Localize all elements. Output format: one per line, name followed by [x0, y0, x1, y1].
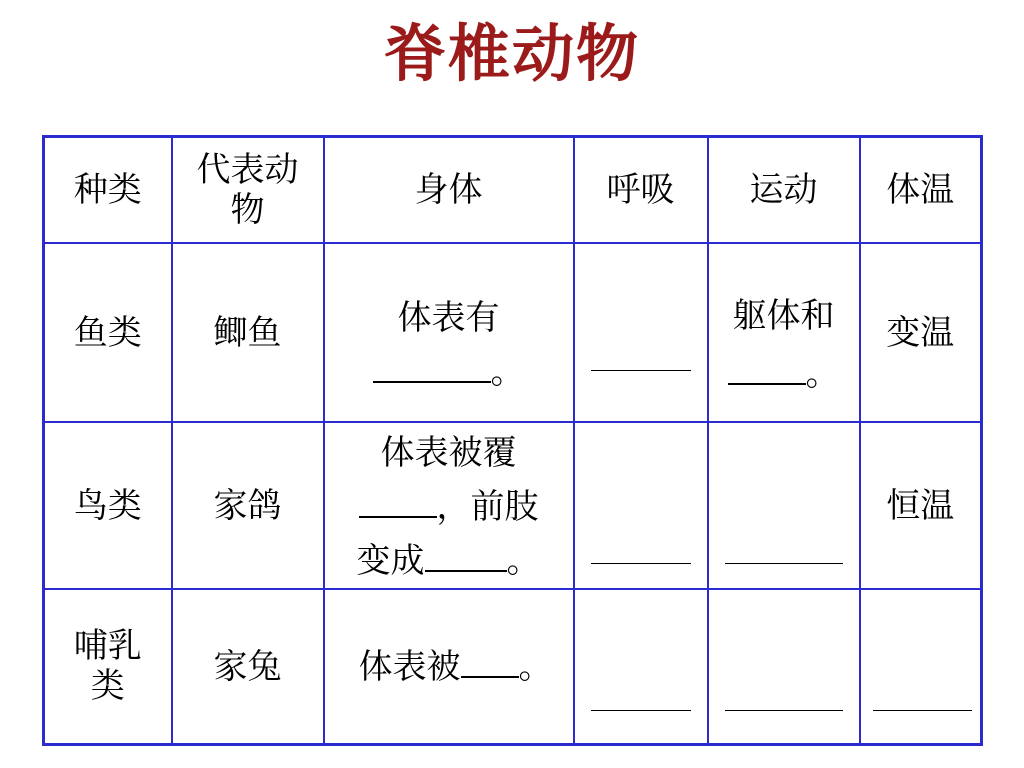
row-breath — [574, 422, 708, 589]
header-breath: 呼吸 — [574, 137, 708, 244]
breath-answer-line[interactable] — [591, 370, 691, 371]
body-text — [325, 426, 573, 480]
table-row — [44, 422, 982, 589]
row-temp: 变温 — [860, 243, 982, 422]
row-temp — [860, 589, 982, 745]
row-type — [44, 589, 172, 745]
row-type-label: 哺乳类 — [73, 626, 142, 706]
body-text — [325, 345, 573, 399]
header-temp: 体温 — [860, 137, 982, 244]
breath-answer-line[interactable] — [591, 563, 691, 564]
body-text-part: 。 — [506, 540, 541, 581]
motion-text-part: 。 — [805, 353, 840, 394]
row-motion — [708, 243, 860, 422]
body-text-part: 。 — [490, 351, 525, 392]
fill-blank[interactable] — [728, 353, 806, 385]
row-type: 鸟类 — [44, 422, 172, 589]
table-row — [44, 589, 982, 745]
row-breath — [574, 243, 708, 422]
vertebrate-table — [42, 135, 983, 746]
fill-blank[interactable] — [359, 486, 437, 518]
temp-answer-line[interactable] — [873, 710, 973, 711]
body-text-part: 体表被 — [358, 646, 461, 687]
row-animal: 家兔 — [172, 589, 324, 745]
row-breath — [574, 589, 708, 745]
body-text-part: 体表有 — [397, 297, 500, 338]
motion-text — [709, 345, 859, 403]
motion-answer-line[interactable] — [725, 710, 843, 711]
header-body: 身体 — [324, 137, 574, 244]
body-text — [339, 640, 573, 694]
row-animal: 家鸽 — [172, 422, 324, 589]
fill-blank[interactable] — [461, 646, 519, 678]
table-row — [44, 243, 982, 422]
table-header-row — [44, 137, 982, 244]
row-motion — [708, 589, 860, 745]
breath-answer-line[interactable] — [591, 710, 691, 711]
header-motion: 运动 — [708, 137, 860, 244]
body-text — [325, 291, 573, 345]
body-text-part: 体表被覆 — [380, 432, 517, 473]
header-animal — [172, 137, 324, 244]
row-body — [324, 422, 574, 589]
row-temp: 恒温 — [860, 422, 982, 589]
row-motion — [708, 422, 860, 589]
body-text-part: ，前肢 — [436, 486, 539, 527]
row-body — [324, 589, 574, 745]
page-title: 脊椎动物 — [383, 17, 640, 90]
row-body — [324, 243, 574, 422]
body-text — [325, 480, 573, 534]
motion-answer-line[interactable] — [725, 563, 843, 564]
row-animal: 鲫鱼 — [172, 243, 324, 422]
body-text-part: 。 — [518, 646, 553, 687]
fill-blank[interactable] — [373, 351, 491, 383]
body-text — [325, 534, 573, 588]
motion-text — [709, 287, 859, 345]
header-type: 种类 — [44, 137, 172, 244]
body-text-part: 变成 — [356, 540, 425, 581]
header-animal-label: 代表动物 — [196, 149, 299, 230]
motion-text-part: 躯体和 — [732, 295, 835, 336]
row-type: 鱼类 — [44, 243, 172, 422]
fill-blank[interactable] — [425, 540, 507, 572]
